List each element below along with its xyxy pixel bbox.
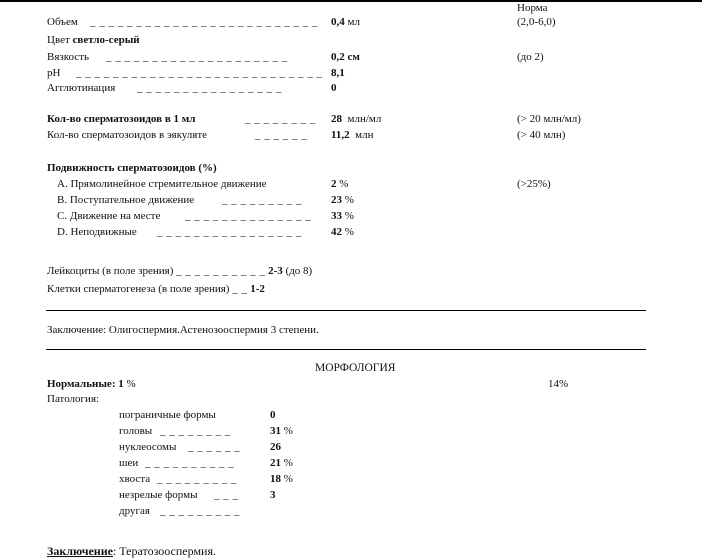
color-value: светло-серый	[72, 34, 140, 46]
volume-number: 0,4	[331, 16, 345, 28]
volume-norm: (2,0-6,0)	[517, 16, 556, 28]
conc-ml-dashes: _ _ _ _ _ _ _ _	[245, 113, 316, 125]
volume-label: Объем	[47, 16, 78, 28]
spermatogenesis-row	[47, 284, 265, 295]
motility-b-unit: %	[344, 194, 354, 206]
color-label: Цвет	[47, 34, 70, 46]
path-necks-dashes: _ _ _ _ _ _ _ _ _ _	[145, 457, 235, 469]
ph-dashes: _ _ _ _ _ _ _ _ _ _ _ _ _ _ _ _ _ _ _ _ _ _ _ _ _ _ _	[76, 67, 323, 79]
viscosity-norm: (до 2)	[517, 51, 544, 63]
agglutination-dashes: _ _ _ _ _ _ _ _ _ _ _ _ _ _ _ _	[137, 82, 282, 94]
path-tails-dashes: _ _ _ _ _ _ _ _ _	[157, 473, 237, 485]
volume-value	[331, 17, 360, 28]
normal-forms-label: Нормальные:	[47, 378, 116, 390]
agglutination-value: 0	[331, 82, 337, 94]
divider-2	[46, 349, 646, 350]
conc-total-unit: млн	[355, 129, 374, 141]
top-border	[0, 0, 702, 2]
conc-total-dashes: _ _ _ _ _ _	[255, 129, 308, 141]
conc-ml-value	[331, 114, 381, 125]
motility-a-unit: %	[339, 178, 349, 190]
motility-b-number: 23	[331, 194, 342, 206]
viscosity-label: Вязкость	[47, 51, 90, 63]
path-tails-unit: %	[283, 473, 293, 485]
leukocytes-dashes: _ _ _ _ _ _ _ _ _ _	[176, 265, 266, 277]
motility-b-dashes: _ _ _ _ _ _ _ _ _	[222, 194, 302, 206]
path-necks-number: 21	[270, 457, 281, 469]
conclusion-2-text: : Тератозооспермия.	[112, 544, 216, 558]
motility-title: Подвижность сперматозоидов (%)	[47, 162, 217, 174]
motility-c-dashes: _ _ _ _ _ _ _ _ _ _ _ _ _ _	[185, 210, 312, 222]
motility-c-value	[331, 211, 354, 222]
conc-ml-number: 28	[331, 113, 342, 125]
path-heads-label: головы	[119, 425, 153, 437]
leukocytes-row	[47, 266, 312, 277]
conc-total-value	[331, 130, 374, 141]
conc-total-norm: (> 40 млн)	[517, 129, 566, 141]
conclusion-1: Заключение: Олигоспермия.Астенозооспермия 3 степени.	[47, 324, 319, 336]
path-tails-number: 18	[270, 473, 281, 485]
agglutination-label: Агглютинация	[47, 82, 116, 94]
path-heads-dashes: _ _ _ _ _ _ _ _	[160, 425, 231, 437]
path-nucleosomes-dashes: _ _ _ _ _ _	[188, 441, 241, 453]
leukocytes-value: 2-3	[268, 265, 283, 277]
spermatogenesis-value: 1-2	[250, 283, 265, 295]
path-immature-dashes: _ _ _	[214, 489, 239, 501]
ph-value: 8,1	[331, 67, 345, 79]
motility-d-label: D. Неподвижные	[57, 226, 137, 238]
path-nucleosomes-value: 26	[270, 441, 281, 453]
volume-unit: мл	[347, 16, 360, 28]
morphology-title: МОРФОЛОГИЯ	[315, 362, 396, 374]
conclusion-2-label: Заключение	[47, 544, 113, 558]
path-nucleosomes-label: нуклеосомы	[119, 441, 177, 453]
norm-header: Норма	[517, 2, 548, 14]
normal-forms-row	[47, 379, 136, 390]
spermatogenesis-dashes: _ _	[232, 283, 248, 295]
motility-b-value	[331, 195, 354, 206]
path-borderline-label: пограничные формы	[119, 409, 216, 421]
path-necks-unit: %	[283, 457, 293, 469]
ph-label: pH	[47, 67, 61, 79]
motility-c-number: 33	[331, 210, 342, 222]
motility-a-value	[331, 179, 348, 190]
normal-forms-unit: %	[126, 378, 136, 390]
motility-a-number: 2	[331, 178, 337, 190]
path-heads-unit: %	[283, 425, 293, 437]
viscosity-dashes: _ _ _ _ _ _ _ _ _ _ _ _ _ _ _ _ _ _ _ _	[106, 51, 288, 63]
normal-forms-value: 1	[118, 378, 124, 390]
conc-ml-label: Кол-во сперматозоидов в 1 мл	[47, 113, 196, 125]
path-heads-value	[270, 426, 293, 437]
pathology-label: Патология:	[47, 393, 100, 405]
path-other-dashes: _ _ _ _ _ _ _ _ _	[160, 505, 240, 517]
motility-d-unit: %	[344, 226, 354, 238]
motility-a-label: A. Прямолинейное стремительное движение	[57, 178, 267, 190]
motility-d-dashes: _ _ _ _ _ _ _ _ _ _ _ _ _ _ _ _	[157, 226, 302, 238]
motility-d-value	[331, 227, 354, 238]
leukocytes-label: Лейкоциты (в поле зрения)	[47, 265, 174, 277]
motility-d-number: 42	[331, 226, 342, 238]
motility-c-label: C. Движение на месте	[57, 210, 161, 222]
conc-total-number: 11,2	[331, 129, 350, 141]
viscosity-value: 0,2 см	[331, 51, 360, 63]
spermatogenesis-label: Клетки сперматогенеза (в поле зрения)	[47, 283, 230, 295]
conc-ml-norm: (> 20 млн/мл)	[517, 113, 581, 125]
conc-total-label: Кол-во сперматозоидов в эякуляте	[47, 129, 208, 141]
path-heads-number: 31	[270, 425, 281, 437]
path-tails-label: хвоста	[119, 473, 151, 485]
motility-b-label: B. Поступательное движение	[57, 194, 195, 206]
color-row	[47, 35, 140, 46]
path-borderline-value: 0	[270, 409, 276, 421]
path-immature-label: незрелые формы	[119, 489, 198, 501]
motility-c-unit: %	[344, 210, 354, 222]
path-tails-value	[270, 474, 293, 485]
conc-ml-unit: млн/мл	[347, 113, 382, 125]
conclusion-2	[47, 545, 216, 557]
divider-1	[46, 310, 646, 311]
path-other-label: другая	[119, 505, 150, 517]
path-necks-label: шеи	[119, 457, 139, 469]
volume-dashes: _ _ _ _ _ _ _ _ _ _ _ _ _ _ _ _ _ _ _ _ _ _ _ _ _	[90, 16, 318, 28]
path-immature-value: 3	[270, 489, 276, 501]
leukocytes-norm: (до 8)	[285, 265, 313, 277]
normal-forms-norm: 14%	[548, 378, 569, 390]
path-necks-value	[270, 458, 293, 469]
motility-a-norm: (>25%)	[517, 178, 551, 190]
